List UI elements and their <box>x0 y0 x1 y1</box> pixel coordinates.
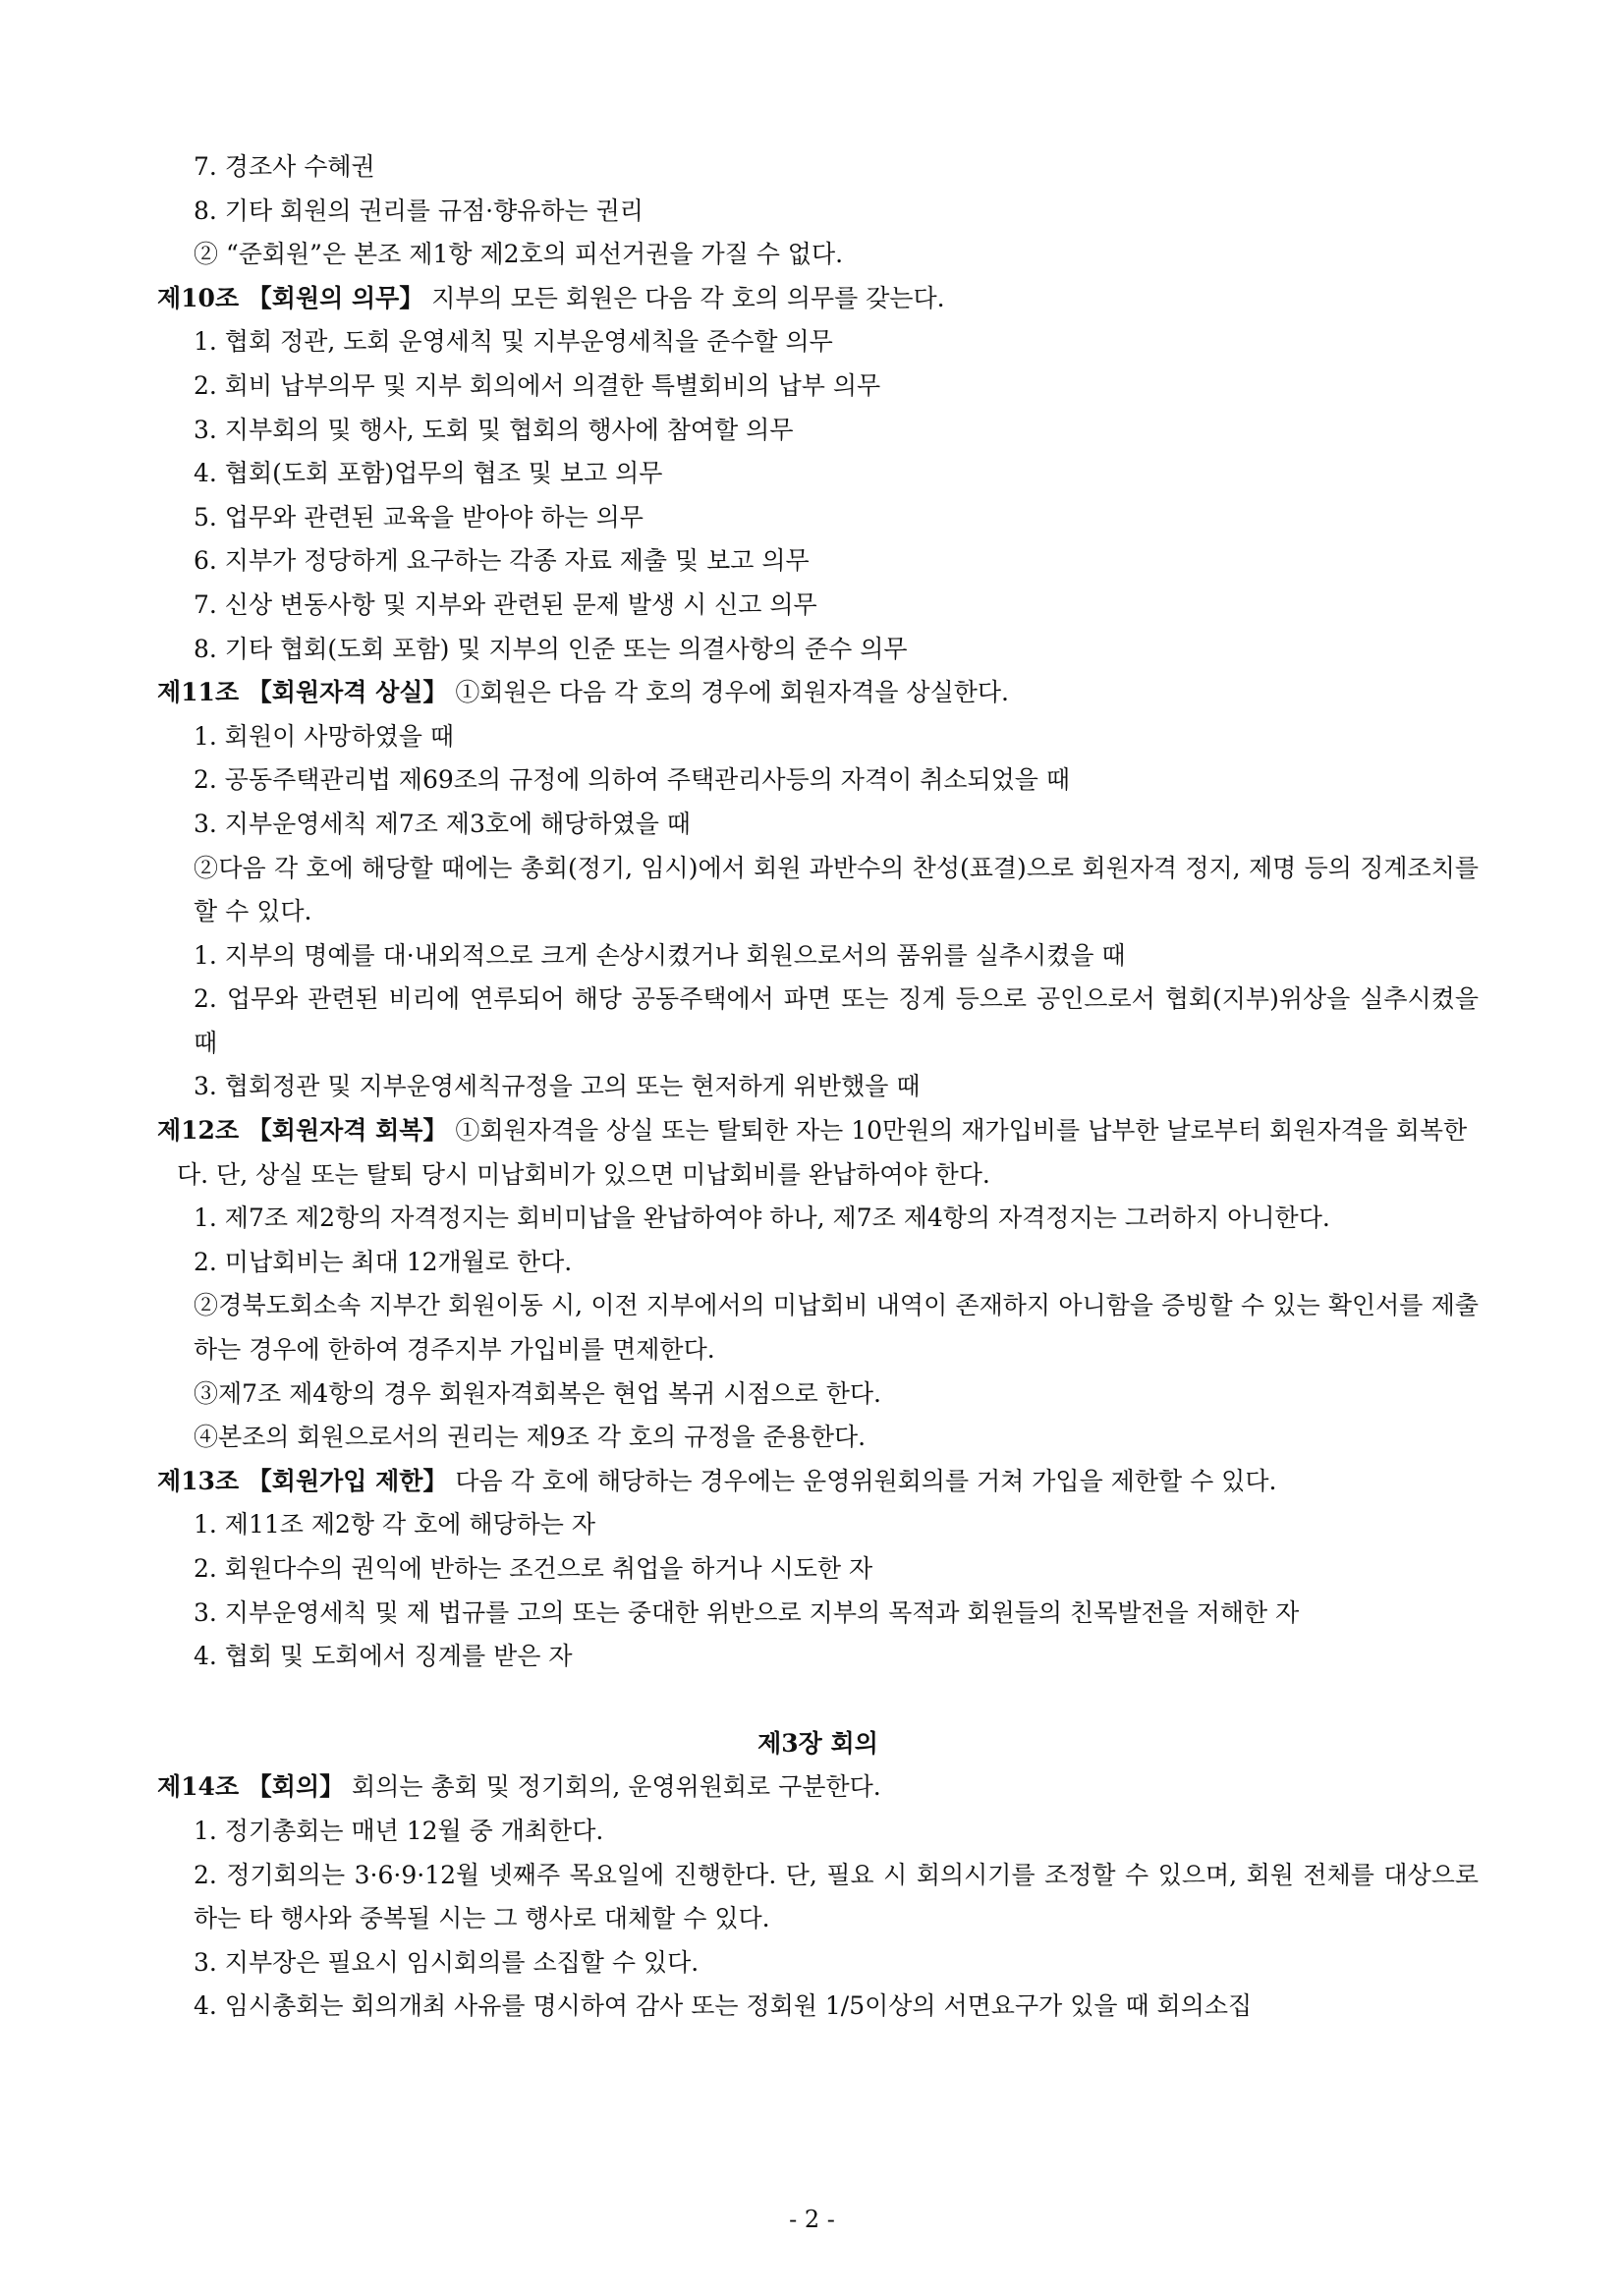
list-item: 3. 지부운영세칙 제7조 제3호에 해당하였을 때 <box>194 809 691 838</box>
article-13 <box>157 1460 1479 1504</box>
article-10-heading: 제10조 【회원의 의무】 <box>157 283 424 312</box>
list-item: 1. 제11조 제2항 각 호에 해당하는 자 <box>194 1510 596 1540</box>
list-item: 8. 기타 회원의 권리를 규점·향유하는 권리 <box>194 196 644 225</box>
chapter-title: 제3장 회의 <box>757 1728 878 1758</box>
list-item: 7. 신상 변동사항 및 지부와 관련된 문제 발생 시 신고 의무 <box>194 589 817 619</box>
list-item: 4. 임시총회는 회의개최 사유를 명시하여 감사 또는 정회원 1/5이상의 서면요구가 있을 때 회의소집 <box>194 1991 1253 2021</box>
article-10 <box>157 277 1479 321</box>
list-item: 1. 회원이 사망하였을 때 <box>194 721 455 751</box>
list-item: 5. 업무와 관련된 교육을 받아야 하는 의무 <box>194 502 644 532</box>
article-11 <box>157 671 1479 715</box>
list-item: 3. 지부회의 및 행사, 도회 및 협회의 행사에 참여할 의무 <box>194 415 794 444</box>
list-item: 8. 기타 협회(도회 포함) 및 지부의 인준 또는 의결사항의 준수 의무 <box>194 634 908 663</box>
article-13-text: 다음 각 호에 해당하는 경우에는 운영위원회의를 거쳐 가입을 제한할 수 있다. <box>447 1466 1277 1495</box>
paragraph: ②다음 각 호에 해당할 때에는 총회(정기, 임시)에서 회원 과반수의 찬성(표결)으로 회원자격 정지, 제명 등의 징계조치를 할 수 있다. <box>194 853 1479 926</box>
paragraph: ④본조의 회원으로서의 권리는 제9조 각 호의 규정을 준용한다. <box>194 1423 867 1452</box>
list-item: 2. 회원다수의 권익에 반하는 조건으로 취업을 하거나 시도한 자 <box>194 1554 873 1583</box>
article-11-heading: 제11조 【회원자격 상실】 <box>157 678 448 707</box>
article-10-text: 지부의 모든 회원은 다음 각 호의 의무를 갖는다. <box>423 283 945 312</box>
paragraph: ③제7조 제4항의 경우 회원자격회복은 현업 복귀 시점으로 한다. <box>194 1378 881 1408</box>
article-12-heading: 제12조 【회원자격 회복】 <box>157 1116 448 1146</box>
list-item: 2. 미납회비는 최대 12개월로 한다. <box>194 1247 573 1276</box>
list-item: 6. 지부가 정당하게 요구하는 각종 자료 제출 및 보고 의무 <box>194 546 810 576</box>
list-item: 1. 지부의 명예를 대·내외적으로 크게 손상시켰거나 회원으로서의 품위를 실추시켰을 때 <box>194 940 1126 970</box>
article-12 <box>157 1109 1479 1197</box>
article-12-text: ①회원자격을 상실 또는 탈퇴한 자는 10만원의 재가입비를 납부한 날로부터 회원자격을 회복한다. 단, 상실 또는 탈퇴 당시 미납회비가 있으면 미납회비를 완납하여야 한다. <box>177 1116 1468 1189</box>
article-11-text: ①회원은 다음 각 호의 경우에 회원자격을 상실한다. <box>447 678 1009 707</box>
list-item: 2. 업무와 관련된 비리에 연루되어 해당 공동주택에서 파면 또는 징계 등으로 공인으로서 협회(지부)위상을 실추시켰을 때 <box>194 984 1479 1057</box>
paragraph: ②경북도회소속 지부간 회원이동 시, 이전 지부에서의 미납회비 내역이 존재하지 아니함을 증빙할 수 있는 확인서를 제출하는 경우에 한하여 경주지부 가입비를 면제한다. <box>194 1291 1479 1365</box>
article-14-heading: 제14조 【회의】 <box>157 1772 345 1802</box>
list-item: 4. 협회(도회 포함)업무의 협조 및 보고 의무 <box>194 459 663 488</box>
list-item: 3. 협회정관 및 지부운영세칙규정을 고의 또는 현저하게 위반했을 때 <box>194 1072 921 1101</box>
list-item: 2. 공동주택관리법 제69조의 규정에 의하여 주택관리사등의 자격이 취소되었을 때 <box>194 765 1071 795</box>
article-14 <box>157 1765 1479 1810</box>
article-13-heading: 제13조 【회원가입 제한】 <box>157 1466 448 1495</box>
list-item: 3. 지부운영세칙 및 제 법규를 고의 또는 중대한 위반으로 지부의 목적과 회원들의 친목발전을 저해한 자 <box>194 1597 1300 1627</box>
list-item: ② “준회원”은 본조 제1항 제2호의 피선거권을 가질 수 없다. <box>194 240 844 269</box>
list-item: 7. 경조사 수혜권 <box>194 152 375 181</box>
list-item: 1. 협회 정관, 도회 운영세칙 및 지부운영세칙을 준수할 의무 <box>194 327 833 357</box>
page-number: - 2 - <box>789 2206 835 2233</box>
list-item: 1. 제7조 제2항의 자격정지는 회비미납을 완납하여야 하나, 제7조 제4항의 자격정지는 그러하지 아니한다. <box>194 1204 1330 1233</box>
list-item: 4. 협회 및 도회에서 징계를 받은 자 <box>194 1642 573 1671</box>
list-item: 2. 정기회의는 3·6·9·12월 넷째주 목요일에 진행한다. 단, 필요 시 회의시기를 조정할 수 있으며, 회원 전체를 대상으로 하는 타 행사와 중복될 시는 그 행사로 대체할 수 있다. <box>194 1860 1479 1933</box>
article-14-text: 회의는 총회 및 정기회의, 운영위원회로 구분한다. <box>344 1772 881 1802</box>
document-body <box>157 145 1479 2029</box>
list-item: 2. 회비 납부의무 및 지부 회의에서 의결한 특별회비의 납부 의무 <box>194 370 881 400</box>
list-item: 1. 정기총회는 매년 12월 중 개최한다. <box>194 1816 604 1845</box>
list-item: 3. 지부장은 필요시 임시회의를 소집할 수 있다. <box>194 1947 700 1977</box>
